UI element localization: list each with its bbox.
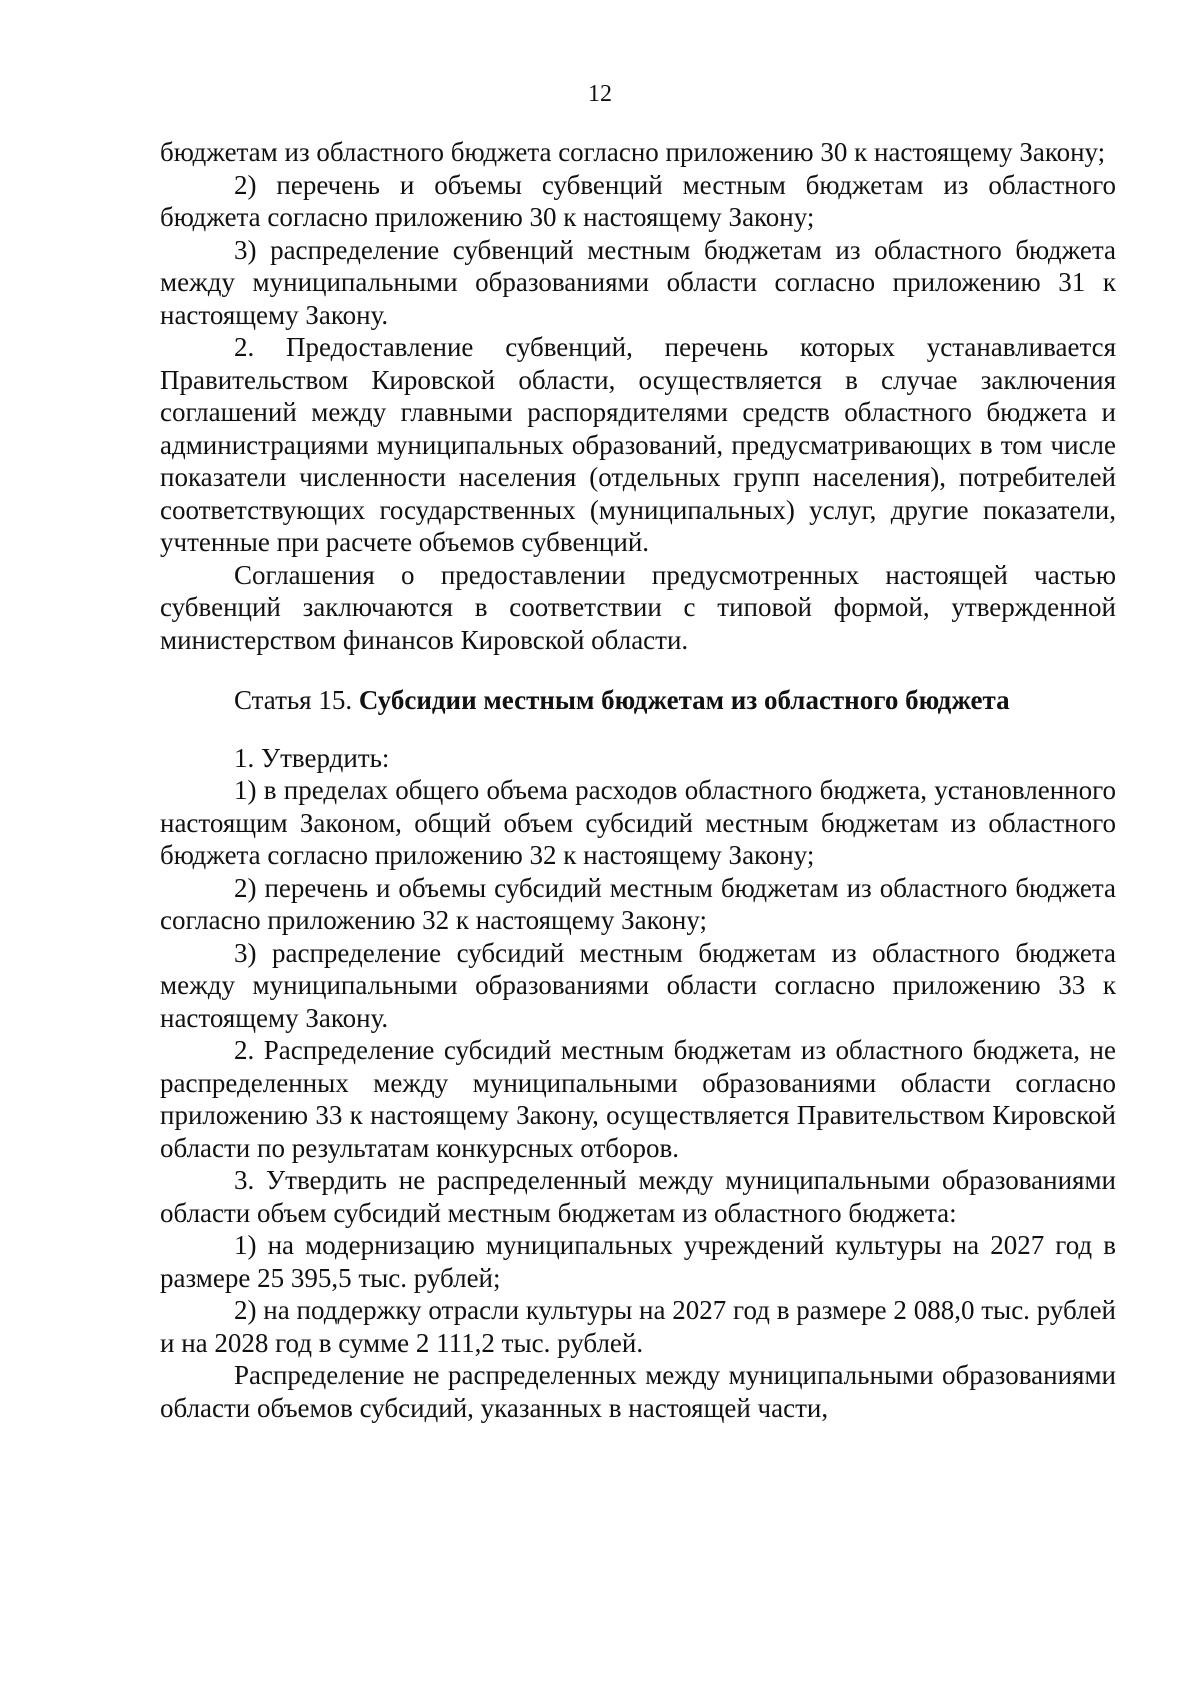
paragraph: Соглашения о предоставлении предусмотренных настоящей частью субвенций заключаются в соответствии с типовой формой, утвержденной министерством финансов Кировской области. [160,559,1116,655]
paragraph: 2) перечень и объемы субсидий местным бюджетам из областного бюджета согласно приложению 32 к настоящему Закону; [160,872,1116,935]
paragraph: 2) на поддержку отрасли культуры на 2027 год в размере 2 088,0 тыс. рублей и на 2028 год в сумме 2 111,2 тыс. рублей. [160,1295,1116,1358]
paragraph: бюджетам из областного бюджета согласно приложению 30 к настоящему Закону; [160,137,1106,167]
paragraph: 3) распределение субсидий местным бюджетам из областного бюджета между муниципальными образованиями области согласно приложению 33 к настоящему Закону. [160,937,1116,1033]
paragraph: Распределение не распределенных между муниципальными образованиями области объемов субсидий, указанных в настоящей части, [160,1360,1116,1423]
paragraph: 1) в пределах общего объема расходов областного бюджета, установленного настоящим Законом, общий объем субсидий местным бюджетам из областного бюджета согласно приложению 32 к настоящему Закону; [160,775,1116,870]
paragraph: 1. Утвердить: [234,742,390,773]
paragraphs-before [160,136,1116,656]
paragraph: 1) на модернизацию муниципальных учреждений культуры на 2027 год в размере 25 395,5 тыс. рублей; [160,1230,1116,1293]
document-body [160,136,1116,1424]
paragraph: 2. Предоставление субвенций, перечень которых устанавливается Правительством Кировской области, осуществляется в случае заключения соглашений между главными распорядителями средств областного бюджета и администрациями муниципальных образований, предусматривающих в том числе показатели численности населения (отдельных групп населения), потребителей соответствующих государственных (муниципальных) услуг, другие показатели, учтенные при расчете объемов субвенций. [160,332,1116,557]
paragraph: 3. Утвердить не распределенный между муниципальными образованиями области объем субсидий местным бюджетам из областного бюджета: [160,1165,1116,1228]
article-prefix: Статья 15. [234,685,353,715]
paragraphs-after [160,742,1116,1425]
paragraph: 2) перечень и объемы субвенций местным бюджетам из областного бюджета согласно приложению 30 к настоящему Закону; [160,169,1116,232]
page-number: 12 [588,81,612,107]
paragraph: 3) распределение субвенций местным бюджетам из областного бюджета между муниципальными образованиями области согласно приложению 31 к настоящему Закону. [160,234,1116,330]
article-heading [160,684,1116,717]
article-title: Субсидии местным бюджетам из областного бюджета [358,685,1010,715]
paragraph: 2. Распределение субсидий местным бюджетам из областного бюджета, не распределенных между муниципальными образованиями области согласно приложению 33 к настоящему Закону, осуществляется Правительством Кировской области по результатам конкурсных отборов. [160,1035,1116,1163]
